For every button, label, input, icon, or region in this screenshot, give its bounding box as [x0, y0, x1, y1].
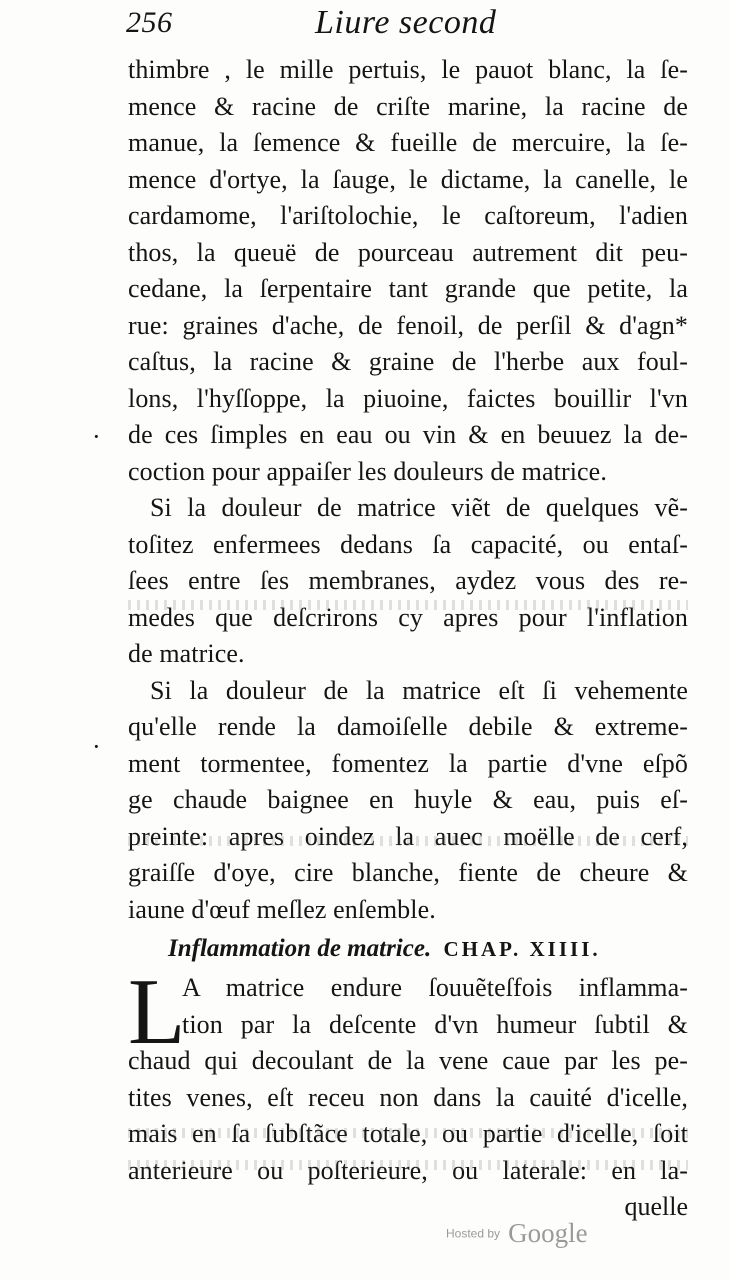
text-line: cardamome, l'ariſtolochie, le caſtoreum, l'adien	[128, 201, 688, 230]
text-line: qu'elle rende la damoiſelle debile & extreme-	[128, 712, 688, 741]
text-line: rue: graines d'ache, de fenoil, de perſil & d'agn*	[128, 310, 688, 340]
text-line: coction pour appaiſer les douleurs de matrice.	[128, 456, 607, 486]
google-watermark	[446, 1218, 588, 1249]
text-line: tion par la deſcente d'vn humeur ſubtil &	[182, 1009, 688, 1039]
text-line: thos, la queuë de pourceau autrement dit peu-	[128, 237, 688, 267]
text-line: graiſſe d'oye, cire blanche, fiente de cheure &	[128, 858, 688, 887]
text-line: iaune d'œuf meſlez enſemble.	[128, 894, 436, 924]
chapter-title: Inflammation de matrice.	[168, 935, 432, 962]
text-line: thimbre , le mille pertuis, le pauot blanc, la ſe-	[128, 55, 688, 84]
chapter-heading	[128, 928, 688, 970]
text-line: preinte: apres oindez la auec moëlle de cerf,	[128, 821, 688, 851]
text-line: ge chaude baignee en huyle & eau, puis eſ-	[128, 785, 688, 814]
text-line: toſitez enfermees dedans ſa capacité, ou entaſ-	[128, 529, 688, 559]
text-line: de matrice.	[128, 639, 245, 668]
text-line: manue, la ſemence & fueille de mercuire, la ſe-	[128, 128, 688, 157]
bleed-through-noise	[128, 600, 688, 610]
margin-mark: ·	[92, 732, 101, 761]
bleed-through-noise	[128, 1160, 688, 1170]
text-line: mence d'ortye, la ſauge, le dictame, la canelle, le	[128, 164, 688, 194]
running-head: Liure second	[315, 4, 497, 41]
text-line: caſtus, la racine & graine de l'herbe aux foul-	[128, 347, 688, 376]
text-line: de ces ſimples en eau ou vin & en beuuez la de-	[128, 420, 688, 449]
text-line: lons, l'hyſſoppe, la piuoine, faictes bouillir l'vn	[128, 383, 688, 413]
hosted-by-label: Hosted by	[446, 1226, 501, 1241]
text-line: Si la douleur de la matrice eſt ſi vehemente	[150, 675, 688, 705]
catchword: quelle	[624, 1192, 688, 1221]
text-line: chaud qui decoulant de la vene caue par les pe-	[128, 1046, 688, 1075]
text-line: cedane, la ſerpentaire tant grande que petite, la	[128, 274, 688, 303]
drop-cap: L	[128, 960, 186, 1064]
text-line: mence & racine de criſte marine, la racine de	[128, 91, 688, 121]
margin-mark: ·	[92, 422, 101, 451]
chapter-paragraph	[128, 960, 688, 1225]
text-line: ment tormentee, fomentez la partie d'vne eſpõ	[128, 748, 688, 778]
text-line: A matrice endure ſouuẽteſfois inflamma-	[182, 973, 688, 1002]
page-header	[120, 4, 680, 44]
text-line: anterieure ou poſterieure, ou laterale: en la-	[128, 1155, 688, 1185]
paragraph-2	[128, 490, 688, 673]
chapter-number: CHAP. XIIII.	[443, 937, 601, 961]
bleed-through-noise	[128, 1128, 688, 1138]
text-line: ſees entre ſes membranes, aydez vous des re-	[128, 566, 688, 595]
text-line: medes que deſcrirons cy apres pour l'inflation	[128, 602, 688, 632]
text-line: Si la douleur de matrice viẽt de quelques vẽ-	[150, 493, 688, 522]
text-line: mais en ſa ſubſtãce totale, ou partie d'icelle, ſoit	[128, 1119, 688, 1148]
paragraph-1	[128, 52, 688, 490]
bleed-through-noise	[128, 836, 688, 846]
text-line: tites venes, eſt receu non dans la cauité d'icelle,	[128, 1082, 688, 1112]
text-block	[128, 52, 688, 1225]
google-logo: Google	[508, 1218, 588, 1248]
paragraph-3	[128, 673, 688, 929]
page-number: 256	[126, 6, 173, 39]
